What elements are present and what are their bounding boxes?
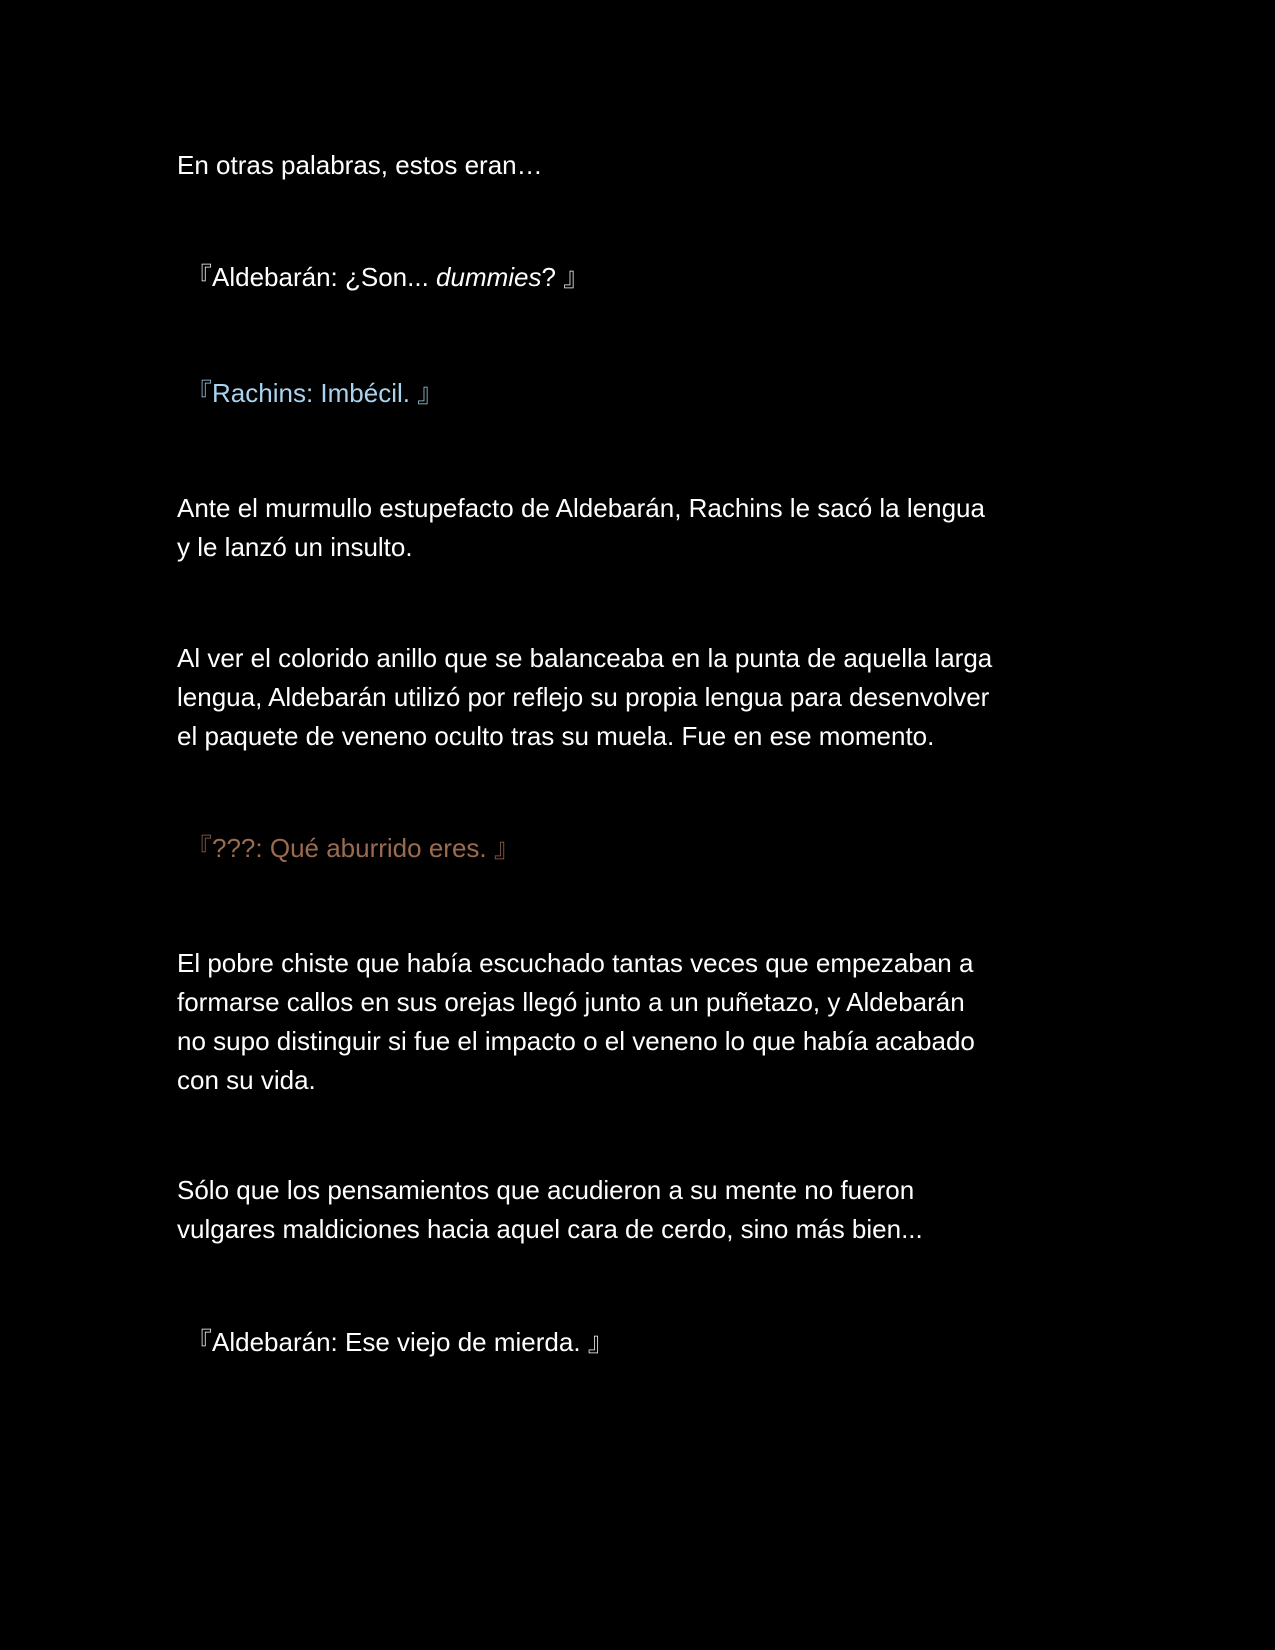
- dialogue-close-bracket: 』: [587, 1327, 614, 1357]
- dialogue-open-bracket: 『: [186, 378, 213, 408]
- paragraph-4-line-1: El pobre chiste que había escuchado tantas veces que empezaban a: [177, 948, 974, 978]
- paragraph-3: [177, 639, 1102, 756]
- paragraph-1-line-1: En otras palabras, estos eran…: [177, 150, 543, 180]
- dialogue-text: Aldebarán: ¿Son...: [212, 262, 437, 292]
- paragraph-5: [177, 1171, 1102, 1249]
- paragraph-2-line-1: Ante el murmullo estupefacto de Aldebarán, Rachins le sacó la lengua: [177, 493, 985, 523]
- dialogue-unknown-aburrido: [186, 829, 520, 868]
- paragraph-3-line-3: el paquete de veneno oculto tras su muela. Fue en ese momento.: [177, 721, 935, 751]
- paragraph-3-line-2: lengua, Aldebarán utilizó por reflejo su propia lengua para desenvolver: [177, 682, 990, 712]
- dialogue-close-bracket: 』: [417, 378, 444, 408]
- paragraph-4-line-2: formarse callos en sus orejas llegó junto a un puñetazo, y Aldebarán: [177, 987, 965, 1017]
- paragraph-4: [177, 944, 1102, 1100]
- paragraph-1: [177, 146, 1102, 185]
- paragraph-2-line-2: y le lanzó un insulto.: [177, 532, 413, 562]
- dialogue-close-bracket: 』: [563, 262, 590, 292]
- paragraph-5-line-2: vulgares maldiciones hacia aquel cara de cerdo, sino más bien...: [177, 1214, 923, 1244]
- dialogue-open-bracket: 『: [186, 262, 213, 292]
- paragraph-2: [177, 489, 1102, 567]
- dialogue-close-bracket: 』: [493, 833, 520, 863]
- dialogue-italic-word: dummies: [436, 262, 542, 292]
- paragraph-3-line-1: Al ver el colorido anillo que se balanceaba en la punta de aquella larga: [177, 643, 993, 673]
- paragraph-4-line-4: con su vida.: [177, 1065, 316, 1095]
- dialogue-aldebaran-dummies: [186, 258, 589, 297]
- dialogue-aldebaran-viejo: [186, 1323, 614, 1362]
- paragraph-4-line-3: no supo distinguir si fue el impacto o el veneno lo que había acabado: [177, 1026, 975, 1056]
- dialogue-rachins-imbecil: [186, 374, 443, 413]
- dialogue-text: ???: Qué aburrido eres.: [212, 833, 494, 863]
- paragraph-5-line-1: Sólo que los pensamientos que acudieron a su mente no fueron: [177, 1175, 915, 1205]
- dialogue-after-text: ?: [541, 262, 564, 292]
- dialogue-text: Rachins: Imbécil.: [212, 378, 418, 408]
- dialogue-text: Aldebarán: Ese viejo de mierda.: [212, 1327, 588, 1357]
- dialogue-open-bracket: 『: [186, 833, 213, 863]
- dialogue-open-bracket: 『: [186, 1327, 213, 1357]
